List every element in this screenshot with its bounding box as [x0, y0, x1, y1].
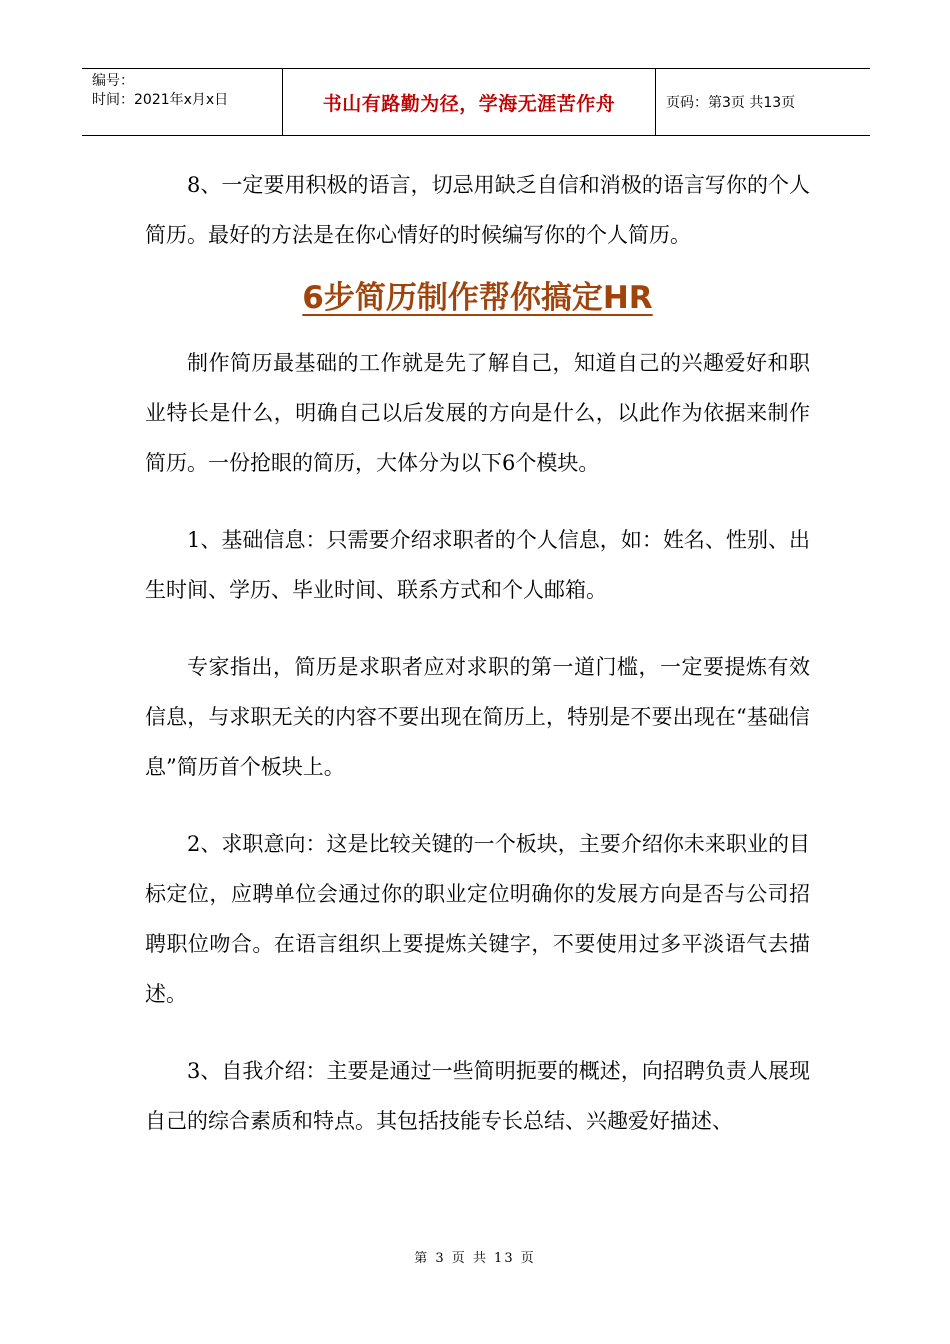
paragraph-gap [145, 488, 810, 515]
paragraph-gap [145, 1019, 810, 1046]
header-page-cell [656, 69, 870, 135]
paragraph-expert: 专家指出，简历是求职者应对求职的第一道门槛，一定要提炼有效信息，与求职无关的内容不要出现在简历上，特别是不要出现在“基础信息”简历首个板块上。 [145, 655, 810, 779]
section-heading: 6步简历制作帮你搞定HR [302, 280, 653, 316]
document-header [82, 68, 870, 136]
motto: 书山有路勤为径，学海无涯苦作舟 [322, 92, 616, 115]
paragraph-intro: 制作简历最基础的工作就是先了解自己，知道自己的兴趣爱好和职业特长是什么，明确自己以后发展的方向是什么，以此作为依据来制作简历。一份抢眼的简历，大体分为以下6个模块。 [145, 351, 810, 475]
paragraph-gap [145, 615, 810, 642]
paragraph-module-2: 2、求职意向：这是比较关键的一个板块，主要介绍你未来职业的目标定位，应聘单位会通过你的职业定位明确你的发展方向是否与公司招聘职位吻合。在语言组织上要提炼关键字，不要使用过多平淡语气去描述。 [145, 832, 810, 1006]
time-label: 时间：2021年x月x日 [92, 92, 229, 108]
document-body [145, 160, 810, 1146]
page-footer: 第 3 页 共 13 页 [414, 1251, 536, 1266]
number-label: 编号： [92, 73, 134, 89]
header-meta [82, 69, 282, 135]
paragraph-module-1: 1、基础信息：只需要介绍求职者的个人信息，如：姓名、性别、出生时间、学历、毕业时间、联系方式和个人邮箱。 [145, 528, 810, 602]
paragraph-gap [145, 792, 810, 819]
header-motto-cell [282, 69, 656, 135]
page-info: 页码：第3页 共13页 [666, 95, 796, 111]
paragraph-module-3: 3、自我介绍：主要是通过一些简明扼要的概述，向招聘负责人展现自己的综合素质和特点。其包括技能专长总结、兴趣爱好描述、 [145, 1059, 810, 1133]
paragraph-item-8: 8、一定要用积极的语言，切忌用缺乏自信和消极的语言写你的个人简历。最好的方法是在你心情好的时候编写你的个人简历。 [145, 173, 810, 247]
